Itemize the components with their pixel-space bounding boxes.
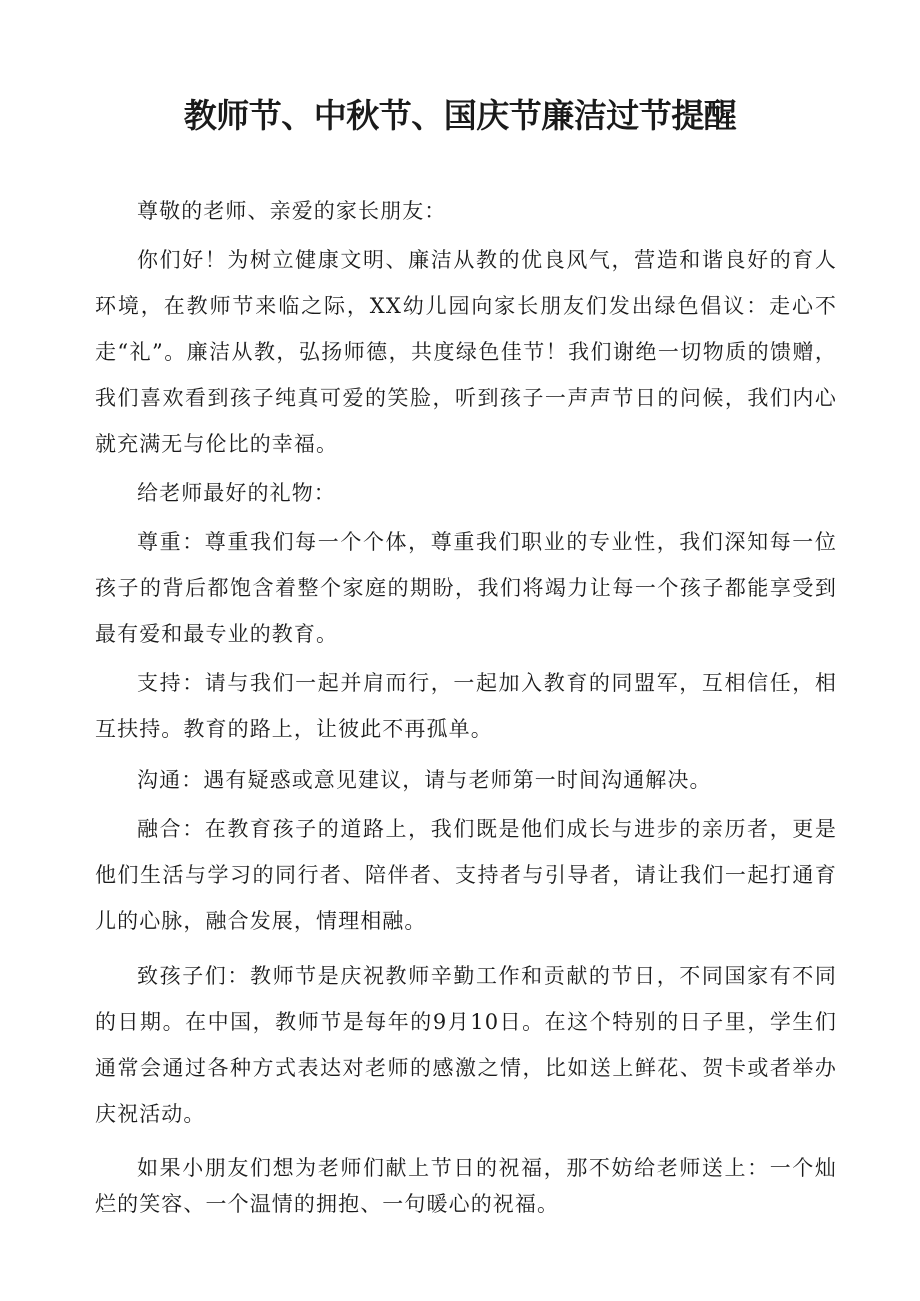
paragraph-salutation: 尊敬的老师、亲爱的家长朋友： [137,199,447,223]
paragraph-blessing: 如果小朋友们想为老师们献上节日的祝福，那不妨给老师送上：一个灿烂的笑容、一个温情的拥抱、一句暖心的祝福。 [95,1156,837,1216]
paragraph-to-children: 致孩子们：教师节是庆祝教师辛勤工作和贡献的节日，不同国家有不同的日期。在中国，教师节是每年的9月10日。在这个特别的日子里，学生们通常会通过各种方式表达对老师的感激之情，比如送上鲜花、贺卡或者举办庆祝活动。 [95,964,837,1126]
document-body [95,188,837,1222]
paragraph-greeting: 你们好！为树立健康文明、廉洁从教的优良风气，营造和谐良好的育人环境，在教师节来临之际，XX幼儿园向家长朋友们发出绿色倡议：走心不走“礼”。廉洁从教，弘扬师德，共度绿色佳节！我们谢绝一切物质的馈赠，我们喜欢看到孩子纯真可爱的笑脸，听到孩子一声声节日的问候，我们内心就充满无与伦比的幸福。 [95,248,837,456]
document-title: 教师节、中秋节、国庆节廉洁过节提醒 [183,96,737,135]
paragraph-communication: 沟通：遇有疑惑或意见建议，请与老师第一时间沟通解决。 [137,768,712,792]
paragraph-respect: 尊重：尊重我们每一个个体，尊重我们职业的专业性，我们深知每一位孩子的背后都饱含着整个家庭的期盼，我们将竭力让每一个孩子都能享受到最有爱和最专业的教育。 [95,530,837,646]
paragraph-support: 支持：请与我们一起并肩而行，一起加入教育的同盟军，互相信任，相互扶持。教育的路上，让彼此不再孤单。 [95,671,837,741]
paragraph-integration: 融合：在教育孩子的道路上，我们既是他们成长与进步的亲历者，更是他们生活与学习的同行者、陪伴者、支持者与引导者，请让我们一起打通育儿的心脉，融合发展，情理相融。 [95,817,837,933]
paragraph-best-gift-heading: 给老师最好的礼物： [137,481,336,505]
